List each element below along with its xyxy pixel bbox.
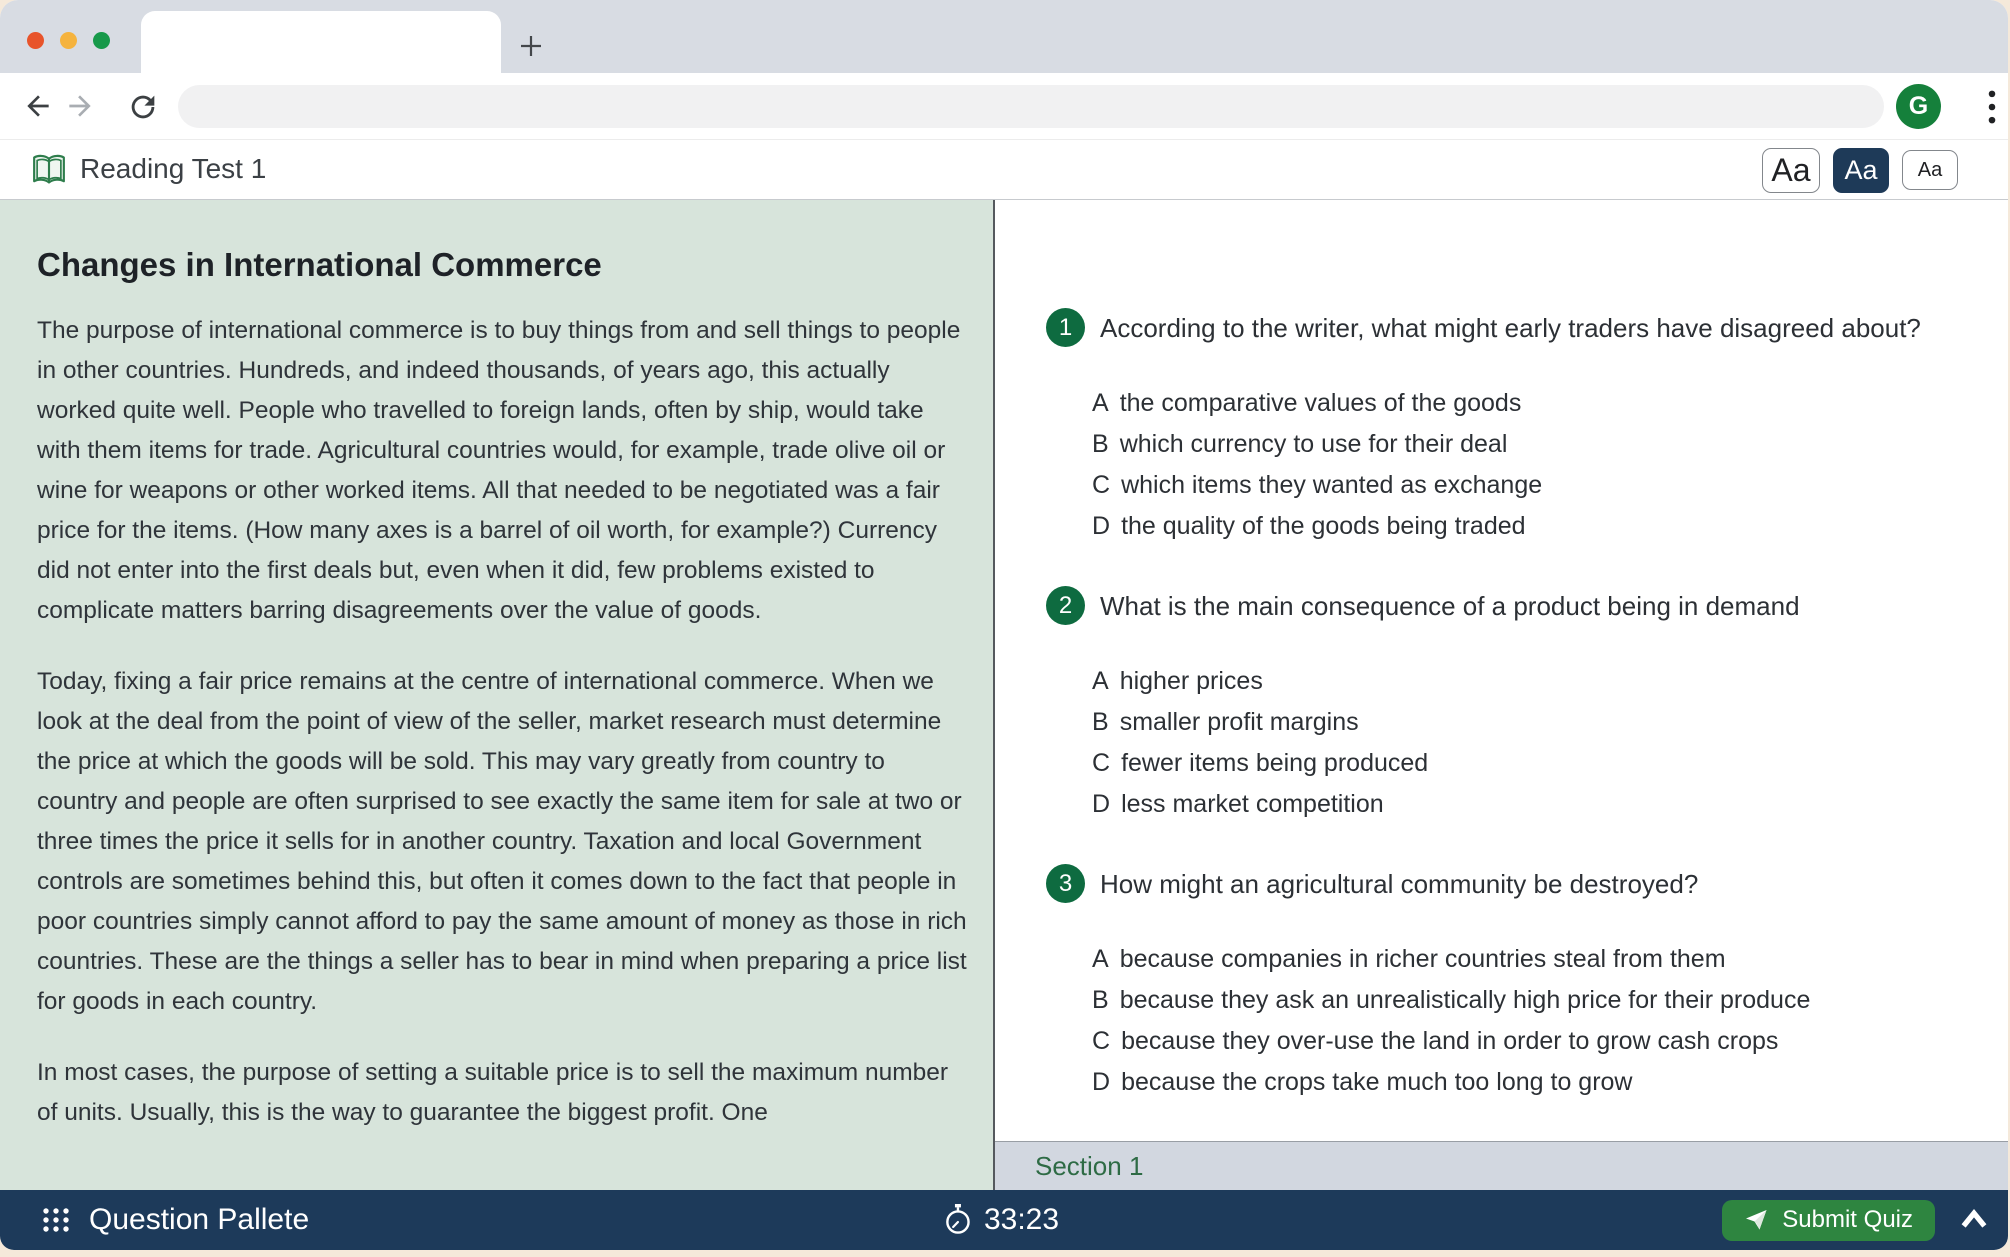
quiz-footer <box>0 1190 2008 1250</box>
option-d[interactable] <box>1092 1062 1978 1103</box>
option-a[interactable] <box>1092 383 1978 424</box>
forward-arrow-icon <box>64 90 96 122</box>
kebab-menu-icon <box>1984 86 2000 128</box>
option-c[interactable] <box>1092 1021 1978 1062</box>
back-arrow-icon <box>22 90 54 122</box>
option-letter: A <box>1092 667 1109 695</box>
app-header <box>0 140 2008 200</box>
option-letter: C <box>1092 1027 1111 1055</box>
reload-button[interactable] <box>126 90 158 122</box>
option-b[interactable] <box>1092 980 1978 1021</box>
options-list <box>1092 383 1978 547</box>
page-title: Reading Test 1 <box>80 153 267 184</box>
question-number-badge: 2 <box>1046 586 1085 625</box>
option-text: because they ask an unrealistically high price for their produce <box>1119 986 1811 1014</box>
tab-strip <box>0 0 2008 73</box>
back-button[interactable] <box>22 90 54 122</box>
browser-menu-button[interactable] <box>1984 86 2000 128</box>
option-text: smaller profit margins <box>1119 708 1359 736</box>
option-a[interactable] <box>1092 939 1978 980</box>
option-letter: B <box>1092 430 1109 458</box>
book-icon <box>30 151 68 189</box>
option-letter: D <box>1092 512 1111 540</box>
option-text: the quality of the goods being traded <box>1121 512 1526 540</box>
option-text: the comparative values of the goods <box>1119 389 1522 417</box>
timer-value: 33:23 <box>983 1203 1060 1236</box>
question-palette-button[interactable] <box>40 1190 309 1250</box>
maximize-window-button[interactable] <box>93 32 110 49</box>
option-letter: B <box>1092 986 1109 1014</box>
question-header <box>1046 864 1978 903</box>
option-letter: A <box>1092 945 1109 973</box>
option-letter: C <box>1092 749 1111 777</box>
profile-avatar[interactable] <box>1896 84 1941 129</box>
question-header <box>1046 586 1978 625</box>
avatar-initial: G <box>1908 92 1929 120</box>
question-1 <box>1046 308 1978 547</box>
option-letter: D <box>1092 790 1111 818</box>
question-text: What is the main consequence of a product being in demand <box>1100 591 1800 621</box>
options-list <box>1092 661 1978 825</box>
option-text: because companies in richer countries steal from them <box>1119 945 1726 973</box>
browser-tab[interactable] <box>141 11 501 73</box>
new-tab-button[interactable] <box>515 30 547 62</box>
question-3 <box>1046 864 1978 1103</box>
passage-paragraph: In most cases, the purpose of setting a suitable price is to sell the maximum number of units. Usually, this is the way to guarantee the biggest profit. One <box>37 1059 949 1126</box>
chevron-up-icon <box>1959 1206 1989 1232</box>
font-size-medium-button[interactable]: Aa <box>1833 148 1889 193</box>
question-number-badge: 1 <box>1046 308 1085 347</box>
reload-icon <box>126 90 160 124</box>
footer-right-controls <box>1722 1190 1993 1250</box>
traffic-lights <box>27 32 110 49</box>
option-c[interactable] <box>1092 743 1978 784</box>
option-text: higher prices <box>1119 667 1263 695</box>
close-window-button[interactable] <box>27 32 44 49</box>
option-text: which items they wanted as exchange <box>1121 471 1543 499</box>
option-text: which currency to use for their deal <box>1119 430 1508 458</box>
minimize-window-button[interactable] <box>60 32 77 49</box>
option-a[interactable] <box>1092 661 1978 702</box>
option-b[interactable] <box>1092 424 1978 465</box>
plus-icon <box>515 30 547 62</box>
passage-paragraph: Today, fixing a fair price remains at the centre of international commerce. When we look at the deal from the point of view of the seller, market research must determine the price at which the goods will be sold. This may vary greatly from country to country and people are often surprised to see exactly the same item for sale at two or three times the price it sells for in another country. Taxation and local Government controls are sometimes behind this, but often it comes down to the fact that people in poor countries simply cannot afford to pay the same amount of money as those in rich countries. These are the things a seller has to bear in mind when preparing a price list for goods in each country. <box>37 668 967 1015</box>
options-list <box>1092 939 1978 1103</box>
stopwatch-icon <box>942 1203 974 1237</box>
main-content <box>0 200 2008 1190</box>
reading-passage-panel <box>0 200 993 1190</box>
option-text: because they over-use the land in order to grow cash crops <box>1121 1027 1779 1055</box>
option-letter: D <box>1092 1068 1111 1096</box>
option-text: fewer items being produced <box>1121 749 1429 777</box>
collapse-footer-button[interactable] <box>1955 1201 1993 1239</box>
timer <box>942 1190 1059 1250</box>
option-b[interactable] <box>1092 702 1978 743</box>
option-letter: A <box>1092 389 1109 417</box>
option-c[interactable] <box>1092 465 1978 506</box>
send-icon <box>1744 1208 1769 1232</box>
url-bar[interactable] <box>178 85 1884 128</box>
question-palette-label: Question Pallete <box>89 1203 310 1236</box>
question-text: According to the writer, what might early traders have disagreed about? <box>1100 313 1921 343</box>
passage-paragraph: The purpose of international commerce is to buy things from and sell things to people in other countries. Hundreds, and indeed thousands, of years ago, this actually worked quite well. People who travelled to foreign lands, often by ship, would take with them items for trade. Agricultural countries would, for example, trade olive oil or wine for weapons or other worked items. All that needed to be negotiated was a fair price for the items. (How many axes is a barrel of oil worth, for example?) Currency did not enter into the first deals but, even when it did, few problems existed to complicate matters barring disagreements over the value of goods. <box>37 317 961 624</box>
question-text: How might an agricultural community be destroyed? <box>1100 869 1699 899</box>
option-d[interactable] <box>1092 784 1978 825</box>
forward-button[interactable] <box>64 90 96 122</box>
option-letter: C <box>1092 471 1111 499</box>
font-size-controls <box>1762 140 1958 200</box>
section-label: Section 1 <box>1035 1150 1144 1181</box>
submit-quiz-label: Submit Quiz <box>1782 1206 1913 1233</box>
question-header <box>1046 308 1978 347</box>
font-size-small-button[interactable]: Aa <box>1902 150 1958 190</box>
questions-panel <box>995 200 2008 1190</box>
submit-quiz-button[interactable] <box>1722 1200 1935 1241</box>
option-d[interactable] <box>1092 506 1978 547</box>
section-bar <box>995 1141 2008 1190</box>
question-2 <box>1046 586 1978 825</box>
browser-toolbar <box>0 73 2008 140</box>
font-size-large-button[interactable]: Aa <box>1762 148 1820 193</box>
grid-icon <box>40 1204 72 1236</box>
question-number-badge: 3 <box>1046 864 1085 903</box>
option-text: less market competition <box>1121 790 1384 818</box>
passage-title: Changes in International Commerce <box>37 246 602 283</box>
option-letter: B <box>1092 708 1109 736</box>
option-text: because the crops take much too long to grow <box>1121 1068 1633 1096</box>
